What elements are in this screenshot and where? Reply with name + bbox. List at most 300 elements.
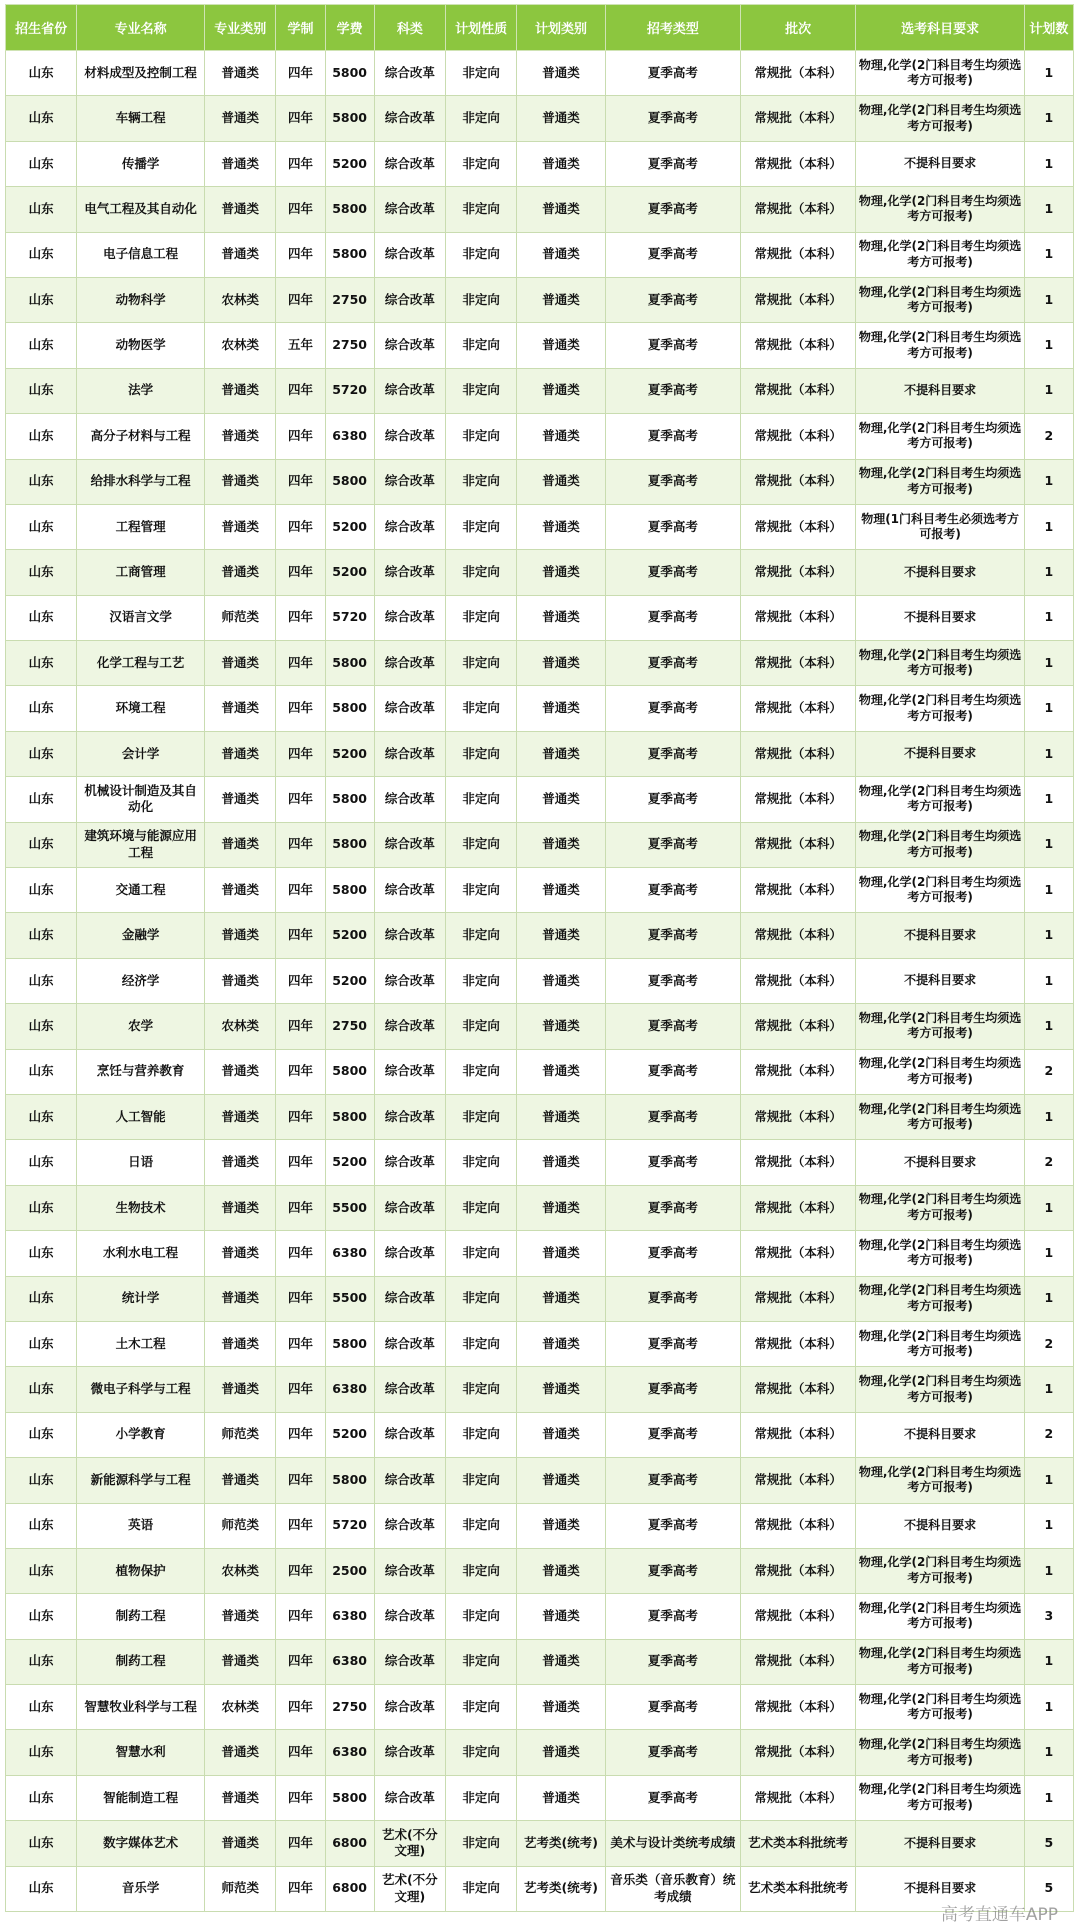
cell-major-name: 农学 [77, 1004, 205, 1049]
cell-subject-type: 综合改革 [374, 1004, 445, 1049]
cell-plan-count: 1 [1024, 1185, 1073, 1230]
cell-exam-type: 夏季高考 [605, 1094, 740, 1139]
column-header-batch: 批次 [740, 5, 856, 51]
cell-subject-type: 综合改革 [374, 1503, 445, 1548]
cell-plan-nature: 非定向 [445, 459, 516, 504]
cell-province: 山东 [6, 1594, 77, 1639]
cell-major-name: 会计学 [77, 731, 205, 776]
cell-subject-requirement: 物理,化学(2门科目考生均须选考方可报考) [856, 777, 1024, 822]
cell-plan-nature: 非定向 [445, 1548, 516, 1593]
cell-batch: 常规批（本科） [740, 1775, 856, 1820]
cell-duration: 四年 [276, 1049, 325, 1094]
cell-major-name: 法学 [77, 368, 205, 413]
cell-plan-nature: 非定向 [445, 1730, 516, 1775]
cell-subject-type: 综合改革 [374, 414, 445, 459]
cell-subject-type: 综合改革 [374, 1412, 445, 1457]
cell-major-category: 农林类 [205, 323, 276, 368]
cell-subject-type: 综合改革 [374, 1730, 445, 1775]
cell-major-name: 新能源科学与工程 [77, 1458, 205, 1503]
cell-exam-type: 夏季高考 [605, 641, 740, 686]
cell-subject-requirement: 不提科目要求 [856, 1503, 1024, 1548]
cell-exam-type: 夏季高考 [605, 595, 740, 640]
cell-batch: 常规批（本科） [740, 1639, 856, 1684]
cell-batch: 常规批（本科） [740, 459, 856, 504]
table-row [6, 1140, 1074, 1185]
cell-subject-requirement: 物理,化学(2门科目考生均须选考方可报考) [856, 641, 1024, 686]
cell-major-name: 小学教育 [77, 1412, 205, 1457]
table-row [6, 368, 1074, 413]
cell-tuition: 5800 [325, 1458, 374, 1503]
cell-duration: 四年 [276, 1276, 325, 1321]
cell-subject-requirement: 物理,化学(2门科目考生均须选考方可报考) [856, 459, 1024, 504]
table-row [6, 1367, 1074, 1412]
cell-tuition: 5800 [325, 868, 374, 913]
cell-tuition: 5720 [325, 1503, 374, 1548]
app-watermark: 高考直通车APP [940, 1905, 1058, 1925]
cell-province: 山东 [6, 550, 77, 595]
cell-province: 山东 [6, 187, 77, 232]
cell-tuition: 6380 [325, 1594, 374, 1639]
cell-plan-category: 普通类 [517, 958, 605, 1003]
cell-exam-type: 夏季高考 [605, 822, 740, 867]
cell-plan-nature: 非定向 [445, 1231, 516, 1276]
table-row [6, 459, 1074, 504]
cell-subject-type: 综合改革 [374, 1458, 445, 1503]
cell-plan-count: 1 [1024, 504, 1073, 549]
cell-major-name: 动物科学 [77, 277, 205, 322]
cell-plan-count: 1 [1024, 550, 1073, 595]
cell-major-name: 日语 [77, 1140, 205, 1185]
cell-duration: 四年 [276, 1321, 325, 1366]
cell-major-category: 普通类 [205, 414, 276, 459]
cell-subject-requirement: 物理,化学(2门科目考生均须选考方可报考) [856, 686, 1024, 731]
cell-major-category: 普通类 [205, 1821, 276, 1866]
cell-plan-nature: 非定向 [445, 187, 516, 232]
cell-tuition: 5200 [325, 731, 374, 776]
cell-batch: 常规批（本科） [740, 504, 856, 549]
cell-duration: 四年 [276, 187, 325, 232]
cell-batch: 常规批（本科） [740, 1321, 856, 1366]
table-row [6, 51, 1074, 96]
cell-major-name: 工程管理 [77, 504, 205, 549]
cell-subject-type: 综合改革 [374, 913, 445, 958]
cell-plan-count: 1 [1024, 1503, 1073, 1548]
cell-subject-type: 综合改革 [374, 868, 445, 913]
column-header-tuition: 学费 [325, 5, 374, 51]
table-row [6, 1458, 1074, 1503]
cell-plan-count: 1 [1024, 641, 1073, 686]
cell-duration: 四年 [276, 1503, 325, 1548]
cell-tuition: 5720 [325, 368, 374, 413]
table-row [6, 1412, 1074, 1457]
cell-plan-nature: 非定向 [445, 368, 516, 413]
cell-province: 山东 [6, 1094, 77, 1139]
table-row [6, 1185, 1074, 1230]
cell-batch: 常规批（本科） [740, 232, 856, 277]
cell-duration: 四年 [276, 1594, 325, 1639]
cell-province: 山东 [6, 277, 77, 322]
cell-major-category: 普通类 [205, 641, 276, 686]
cell-province: 山东 [6, 731, 77, 776]
cell-subject-requirement: 物理,化学(2门科目考生均须选考方可报考) [856, 1094, 1024, 1139]
cell-subject-type: 综合改革 [374, 323, 445, 368]
cell-subject-type: 综合改革 [374, 1685, 445, 1730]
cell-exam-type: 夏季高考 [605, 1367, 740, 1412]
cell-major-category: 普通类 [205, 777, 276, 822]
cell-exam-type: 夏季高考 [605, 141, 740, 186]
cell-plan-count: 1 [1024, 1775, 1073, 1820]
cell-subject-requirement: 物理,化学(2门科目考生均须选考方可报考) [856, 1730, 1024, 1775]
cell-batch: 常规批（本科） [740, 323, 856, 368]
cell-plan-nature: 非定向 [445, 1639, 516, 1684]
cell-duration: 四年 [276, 686, 325, 731]
cell-plan-count: 1 [1024, 777, 1073, 822]
cell-major-name: 智慧牧业科学与工程 [77, 1685, 205, 1730]
cell-major-category: 普通类 [205, 731, 276, 776]
table-row [6, 550, 1074, 595]
cell-batch: 常规批（本科） [740, 868, 856, 913]
cell-batch: 常规批（本科） [740, 1458, 856, 1503]
cell-tuition: 6380 [325, 1639, 374, 1684]
table-row [6, 323, 1074, 368]
cell-plan-count: 1 [1024, 686, 1073, 731]
cell-tuition: 2750 [325, 1685, 374, 1730]
cell-province: 山东 [6, 1458, 77, 1503]
table-row [6, 277, 1074, 322]
cell-tuition: 5720 [325, 595, 374, 640]
cell-duration: 四年 [276, 1367, 325, 1412]
cell-tuition: 5800 [325, 1775, 374, 1820]
cell-tuition: 5200 [325, 550, 374, 595]
cell-plan-nature: 非定向 [445, 1049, 516, 1094]
cell-exam-type: 夏季高考 [605, 731, 740, 776]
cell-major-name: 统计学 [77, 1276, 205, 1321]
cell-exam-type: 夏季高考 [605, 277, 740, 322]
cell-batch: 常规批（本科） [740, 1140, 856, 1185]
cell-duration: 四年 [276, 277, 325, 322]
table-row [6, 1094, 1074, 1139]
cell-major-name: 材料成型及控制工程 [77, 51, 205, 96]
table-row [6, 686, 1074, 731]
cell-major-category: 普通类 [205, 51, 276, 96]
cell-tuition: 5500 [325, 1185, 374, 1230]
cell-subject-requirement: 物理,化学(2门科目考生均须选考方可报考) [856, 1231, 1024, 1276]
cell-plan-count: 1 [1024, 51, 1073, 96]
cell-batch: 常规批（本科） [740, 1367, 856, 1412]
cell-batch: 常规批（本科） [740, 368, 856, 413]
cell-subject-requirement: 物理,化学(2门科目考生均须选考方可报考) [856, 822, 1024, 867]
column-header-plan-nature: 计划性质 [445, 5, 516, 51]
cell-major-name: 汉语言文学 [77, 595, 205, 640]
cell-subject-type: 综合改革 [374, 459, 445, 504]
cell-tuition: 2750 [325, 1004, 374, 1049]
table-row [6, 1730, 1074, 1775]
cell-duration: 四年 [276, 1775, 325, 1820]
cell-plan-category: 普通类 [517, 595, 605, 640]
cell-exam-type: 夏季高考 [605, 1548, 740, 1593]
cell-subject-requirement: 物理,化学(2门科目考生均须选考方可报考) [856, 1004, 1024, 1049]
table-row [6, 232, 1074, 277]
cell-plan-nature: 非定向 [445, 1412, 516, 1457]
cell-plan-category: 普通类 [517, 368, 605, 413]
cell-tuition: 6380 [325, 1231, 374, 1276]
cell-plan-nature: 非定向 [445, 1458, 516, 1503]
cell-province: 山东 [6, 1639, 77, 1684]
cell-subject-type: 综合改革 [374, 141, 445, 186]
cell-duration: 四年 [276, 96, 325, 141]
table-row [6, 595, 1074, 640]
cell-subject-requirement: 物理,化学(2门科目考生均须选考方可报考) [856, 277, 1024, 322]
cell-major-category: 农林类 [205, 1004, 276, 1049]
cell-subject-requirement: 物理,化学(2门科目考生均须选考方可报考) [856, 51, 1024, 96]
cell-exam-type: 夏季高考 [605, 868, 740, 913]
cell-plan-category: 艺考类(统考) [517, 1866, 605, 1911]
cell-plan-category: 普通类 [517, 913, 605, 958]
cell-batch: 常规批（本科） [740, 277, 856, 322]
cell-plan-nature: 非定向 [445, 1094, 516, 1139]
cell-plan-category: 普通类 [517, 414, 605, 459]
cell-plan-count: 1 [1024, 1730, 1073, 1775]
cell-major-category: 师范类 [205, 1412, 276, 1457]
cell-duration: 四年 [276, 141, 325, 186]
cell-plan-count: 2 [1024, 1412, 1073, 1457]
cell-plan-count: 1 [1024, 1367, 1073, 1412]
cell-batch: 常规批（本科） [740, 1594, 856, 1639]
cell-subject-type: 综合改革 [374, 1639, 445, 1684]
cell-exam-type: 夏季高考 [605, 414, 740, 459]
cell-subject-type: 综合改革 [374, 550, 445, 595]
cell-plan-nature: 非定向 [445, 777, 516, 822]
cell-duration: 四年 [276, 1821, 325, 1866]
cell-subject-requirement: 不提科目要求 [856, 913, 1024, 958]
cell-plan-count: 1 [1024, 1458, 1073, 1503]
cell-plan-count: 2 [1024, 1049, 1073, 1094]
cell-plan-count: 1 [1024, 595, 1073, 640]
cell-exam-type: 夏季高考 [605, 1639, 740, 1684]
cell-province: 山东 [6, 868, 77, 913]
cell-exam-type: 夏季高考 [605, 1185, 740, 1230]
cell-subject-type: 综合改革 [374, 731, 445, 776]
cell-major-name: 数字媒体艺术 [77, 1821, 205, 1866]
cell-major-name: 车辆工程 [77, 96, 205, 141]
cell-plan-count: 1 [1024, 1548, 1073, 1593]
cell-tuition: 6380 [325, 1730, 374, 1775]
cell-subject-requirement: 物理,化学(2门科目考生均须选考方可报考) [856, 1185, 1024, 1230]
cell-tuition: 5800 [325, 686, 374, 731]
cell-exam-type: 夏季高考 [605, 686, 740, 731]
cell-exam-type: 夏季高考 [605, 777, 740, 822]
cell-plan-count: 2 [1024, 1321, 1073, 1366]
cell-major-category: 普通类 [205, 550, 276, 595]
cell-major-name: 音乐学 [77, 1866, 205, 1911]
cell-tuition: 6800 [325, 1866, 374, 1911]
cell-subject-type: 综合改革 [374, 504, 445, 549]
table-header-row [6, 5, 1074, 51]
cell-batch: 艺术类本科批统考 [740, 1866, 856, 1911]
table-row [6, 187, 1074, 232]
table-row [6, 913, 1074, 958]
cell-major-name: 化学工程与工艺 [77, 641, 205, 686]
cell-exam-type: 夏季高考 [605, 958, 740, 1003]
cell-exam-type: 夏季高考 [605, 1276, 740, 1321]
cell-major-name: 制药工程 [77, 1639, 205, 1684]
cell-plan-category: 普通类 [517, 550, 605, 595]
cell-major-category: 普通类 [205, 1321, 276, 1366]
cell-subject-requirement: 物理,化学(2门科目考生均须选考方可报考) [856, 1321, 1024, 1366]
cell-exam-type: 夏季高考 [605, 1458, 740, 1503]
cell-tuition: 5800 [325, 51, 374, 96]
cell-major-category: 普通类 [205, 686, 276, 731]
cell-plan-count: 1 [1024, 958, 1073, 1003]
cell-duration: 四年 [276, 414, 325, 459]
cell-province: 山东 [6, 641, 77, 686]
cell-tuition: 5800 [325, 96, 374, 141]
table-row [6, 958, 1074, 1003]
table-row [6, 868, 1074, 913]
cell-batch: 常规批（本科） [740, 1231, 856, 1276]
cell-subject-requirement: 不提科目要求 [856, 731, 1024, 776]
cell-exam-type: 夏季高考 [605, 1412, 740, 1457]
enrollment-plan-table [5, 4, 1074, 1912]
cell-tuition: 5800 [325, 641, 374, 686]
cell-major-name: 环境工程 [77, 686, 205, 731]
cell-plan-category: 普通类 [517, 323, 605, 368]
cell-duration: 四年 [276, 504, 325, 549]
column-header-major-category: 专业类别 [205, 5, 276, 51]
cell-province: 山东 [6, 1321, 77, 1366]
cell-plan-category: 普通类 [517, 777, 605, 822]
cell-duration: 四年 [276, 868, 325, 913]
cell-batch: 常规批（本科） [740, 595, 856, 640]
cell-province: 山东 [6, 1049, 77, 1094]
cell-subject-requirement: 不提科目要求 [856, 550, 1024, 595]
cell-plan-count: 1 [1024, 277, 1073, 322]
cell-major-name: 土木工程 [77, 1321, 205, 1366]
cell-province: 山东 [6, 1367, 77, 1412]
cell-subject-type: 综合改革 [374, 232, 445, 277]
cell-plan-nature: 非定向 [445, 1004, 516, 1049]
column-header-subject-requirement: 选考科目要求 [856, 5, 1024, 51]
cell-duration: 四年 [276, 1140, 325, 1185]
cell-subject-type: 综合改革 [374, 595, 445, 640]
cell-plan-nature: 非定向 [445, 731, 516, 776]
cell-plan-count: 1 [1024, 368, 1073, 413]
cell-plan-count: 1 [1024, 232, 1073, 277]
cell-plan-category: 普通类 [517, 1730, 605, 1775]
cell-plan-nature: 非定向 [445, 1503, 516, 1548]
cell-province: 山东 [6, 368, 77, 413]
cell-plan-category: 普通类 [517, 1367, 605, 1412]
cell-province: 山东 [6, 1730, 77, 1775]
cell-batch: 常规批（本科） [740, 550, 856, 595]
cell-subject-requirement: 物理,化学(2门科目考生均须选考方可报考) [856, 1594, 1024, 1639]
column-header-exam-type: 招考类型 [605, 5, 740, 51]
cell-duration: 四年 [276, 368, 325, 413]
cell-subject-type: 综合改革 [374, 1367, 445, 1412]
column-header-plan-count: 计划数 [1024, 5, 1073, 51]
cell-plan-nature: 非定向 [445, 822, 516, 867]
cell-plan-count: 2 [1024, 414, 1073, 459]
cell-province: 山东 [6, 414, 77, 459]
cell-plan-category: 普通类 [517, 1321, 605, 1366]
cell-exam-type: 夏季高考 [605, 1321, 740, 1366]
cell-exam-type: 夏季高考 [605, 323, 740, 368]
cell-province: 山东 [6, 1866, 77, 1911]
cell-major-category: 普通类 [205, 1730, 276, 1775]
cell-plan-nature: 非定向 [445, 1276, 516, 1321]
cell-batch: 常规批（本科） [740, 777, 856, 822]
cell-plan-count: 1 [1024, 913, 1073, 958]
table-row [6, 777, 1074, 822]
cell-subject-type: 综合改革 [374, 1231, 445, 1276]
cell-duration: 四年 [276, 1185, 325, 1230]
cell-plan-count: 1 [1024, 323, 1073, 368]
cell-province: 山东 [6, 1412, 77, 1457]
cell-plan-nature: 非定向 [445, 1185, 516, 1230]
cell-plan-category: 普通类 [517, 1685, 605, 1730]
cell-tuition: 2750 [325, 277, 374, 322]
cell-plan-nature: 非定向 [445, 595, 516, 640]
table-row [6, 731, 1074, 776]
cell-plan-category: 普通类 [517, 731, 605, 776]
cell-major-name: 智能制造工程 [77, 1775, 205, 1820]
cell-batch: 常规批（本科） [740, 141, 856, 186]
cell-province: 山东 [6, 1185, 77, 1230]
cell-subject-requirement: 物理,化学(2门科目考生均须选考方可报考) [856, 1276, 1024, 1321]
cell-plan-category: 普通类 [517, 141, 605, 186]
cell-subject-requirement: 不提科目要求 [856, 1821, 1024, 1866]
cell-duration: 四年 [276, 731, 325, 776]
cell-major-category: 师范类 [205, 595, 276, 640]
cell-subject-type: 综合改革 [374, 1094, 445, 1139]
cell-plan-category: 普通类 [517, 459, 605, 504]
cell-subject-type: 综合改革 [374, 1140, 445, 1185]
cell-exam-type: 音乐类（音乐教育）统考成绩 [605, 1866, 740, 1911]
cell-plan-category: 普通类 [517, 641, 605, 686]
cell-tuition: 5800 [325, 187, 374, 232]
cell-major-name: 电气工程及其自动化 [77, 187, 205, 232]
cell-tuition: 5800 [325, 1321, 374, 1366]
cell-major-category: 师范类 [205, 1503, 276, 1548]
cell-batch: 常规批（本科） [740, 1004, 856, 1049]
cell-major-category: 普通类 [205, 1775, 276, 1820]
cell-plan-count: 1 [1024, 459, 1073, 504]
cell-tuition: 5800 [325, 459, 374, 504]
table-row [6, 1276, 1074, 1321]
cell-plan-nature: 非定向 [445, 414, 516, 459]
table-row [6, 1231, 1074, 1276]
cell-subject-type: 艺术(不分文理) [374, 1866, 445, 1911]
cell-province: 山东 [6, 504, 77, 549]
cell-subject-requirement: 物理,化学(2门科目考生均须选考方可报考) [856, 323, 1024, 368]
cell-batch: 常规批（本科） [740, 1548, 856, 1593]
cell-subject-type: 综合改革 [374, 822, 445, 867]
cell-batch: 常规批（本科） [740, 51, 856, 96]
cell-major-name: 机械设计制造及其自动化 [77, 777, 205, 822]
table-row [6, 1685, 1074, 1730]
cell-major-category: 普通类 [205, 1594, 276, 1639]
cell-subject-requirement: 物理,化学(2门科目考生均须选考方可报考) [856, 232, 1024, 277]
cell-exam-type: 夏季高考 [605, 1503, 740, 1548]
cell-major-name: 生物技术 [77, 1185, 205, 1230]
cell-province: 山东 [6, 51, 77, 96]
cell-duration: 四年 [276, 1866, 325, 1911]
cell-subject-type: 综合改革 [374, 1548, 445, 1593]
cell-plan-nature: 非定向 [445, 913, 516, 958]
cell-subject-requirement: 物理,化学(2门科目考生均须选考方可报考) [856, 1548, 1024, 1593]
cell-major-name: 人工智能 [77, 1094, 205, 1139]
cell-tuition: 5800 [325, 232, 374, 277]
